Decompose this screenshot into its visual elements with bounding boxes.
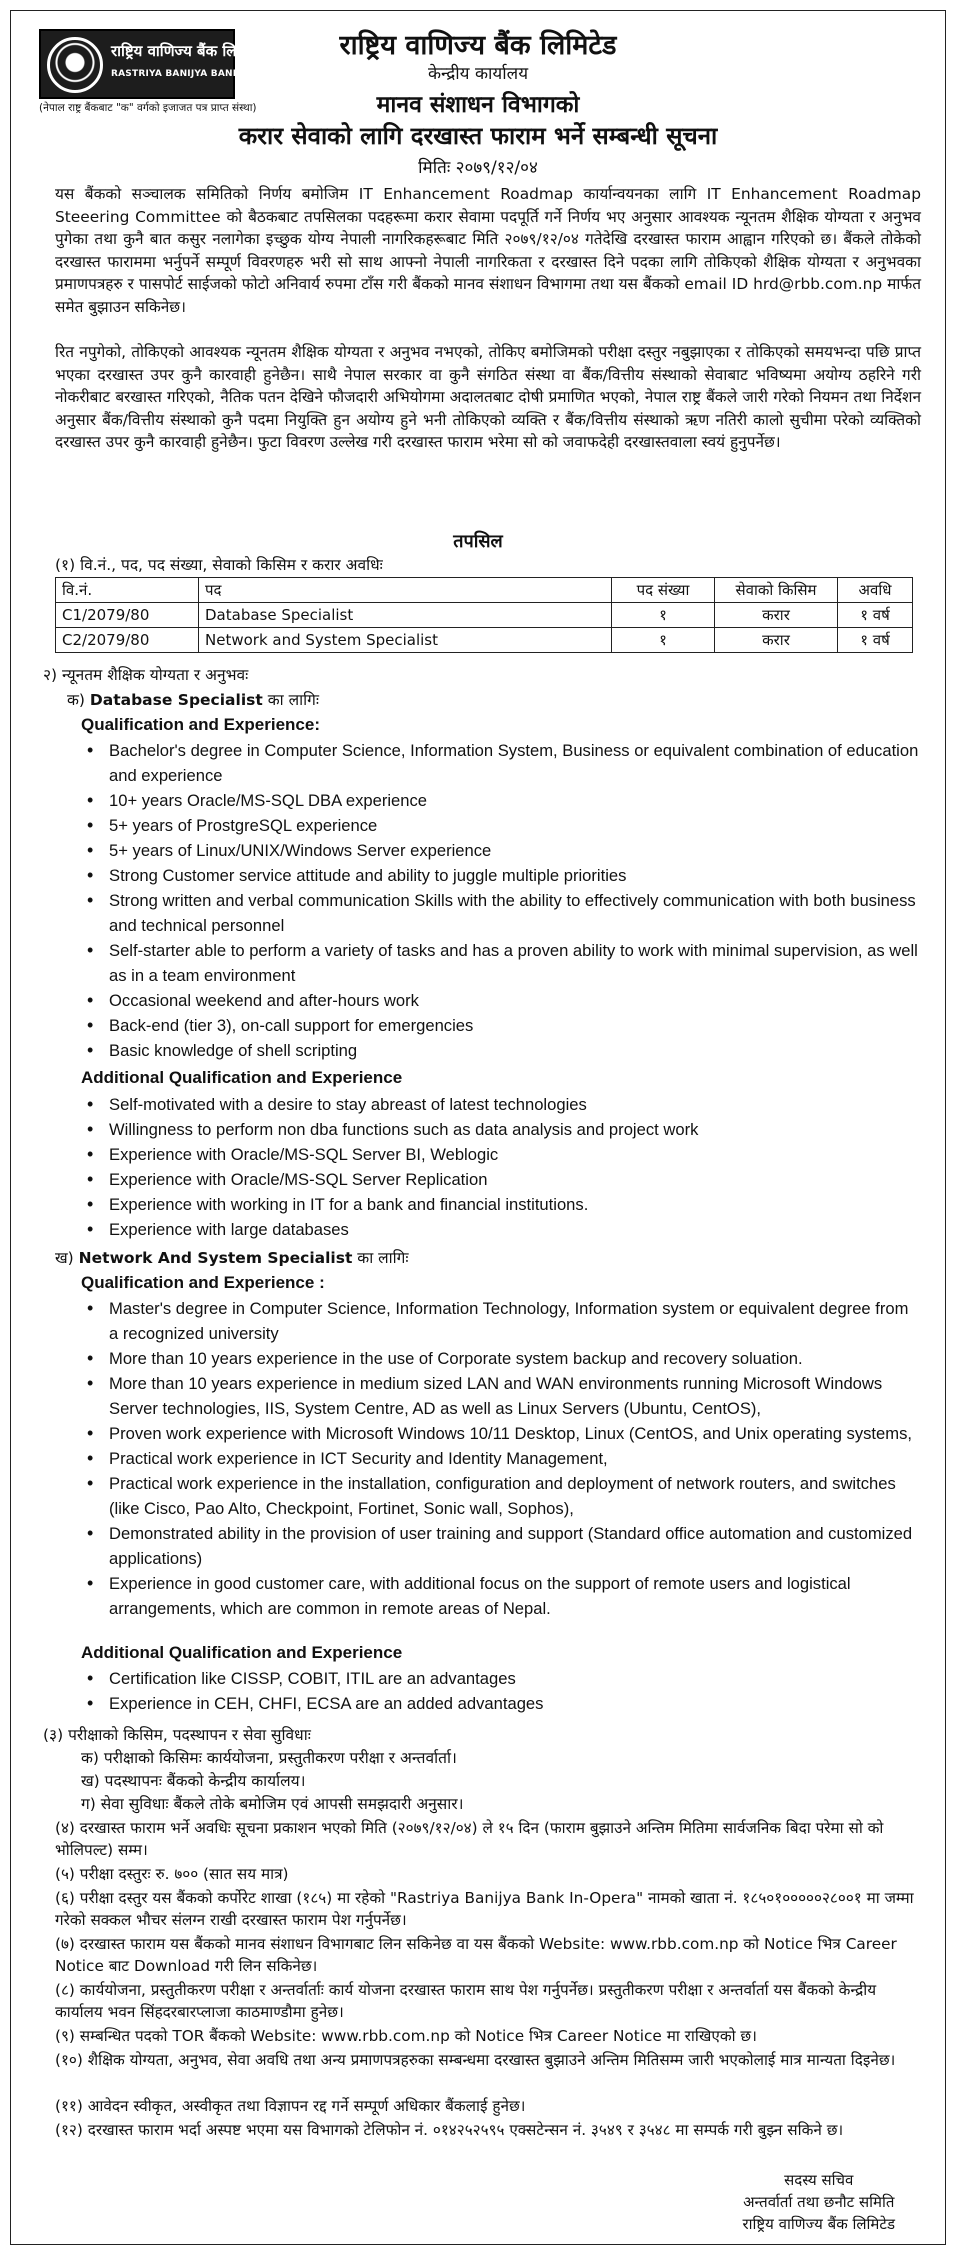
- list-item: • Strong written and verbal communication Skills with the ability to effectively communication with both business and technical personnel: [81, 888, 921, 938]
- db-subheading: [67, 688, 319, 710]
- logo-subtitle: (नेपाल राष्ट्र बैंकबाट "क" वर्गको इजाजत पत्र प्राप्त संस्था): [39, 102, 257, 114]
- db-sub-label: क): [67, 691, 85, 709]
- table-row: [56, 603, 913, 628]
- point-6: (६) परीक्षा दस्तुर यस बैंकको कर्पोरेट शाखा (१८५) मा रहेको "Rastriya Banijya Bank In-Opera" नामको खाता नं. १८५०१०००००२८००१ मा जम्मा गरेको सक्कल भौचर संलग्न राखी दरखास्त फाराम पेश गर्नुपर्नेछ।: [55, 1889, 914, 1929]
- table-cell: Network and System Specialist: [199, 628, 612, 653]
- signature-block: [743, 2169, 896, 2235]
- bank-name: राष्ट्रिय वाणिज्य बैंक लिमिटेड: [339, 30, 617, 61]
- list-item: • Experience with Oracle/MS-SQL Server BI, Weblogic: [81, 1142, 921, 1167]
- list-item: • 5+ years of ProstgreSQL experience: [81, 813, 921, 838]
- signature-title: सदस्य सचिव: [784, 2171, 854, 2189]
- list-item: • Experience in good customer care, with additional focus on the support of remote users and logistical arrangements, which are common in remote areas of Nepal.: [81, 1571, 921, 1621]
- section1-heading: (१) वि.नं., पद, पद संख्या, सेवाको किसिम र करार अवधिः: [55, 556, 383, 574]
- point-5: (५) परीक्षा दस्तुरः रु. ७०० (सात सय मात्र): [55, 1865, 289, 1883]
- list-item: • Strong Customer service attitude and ability to juggle multiple priorities: [81, 863, 921, 888]
- net-qual-list: [81, 1296, 921, 1621]
- net-qual-heading: Qualification and Experience :: [81, 1273, 325, 1292]
- db-sub-title: Database Specialist: [89, 691, 263, 709]
- table-cell: १: [612, 628, 715, 653]
- notice-title: करार सेवाको लागि दरखास्त फाराम भर्ने सम्बन्धी सूचना: [238, 122, 718, 150]
- section3-b: ख) पदस्थापनः बैंकको केन्द्रीय कार्यालय।: [81, 1772, 306, 1790]
- net-sub-suffix: का लागिः: [357, 1249, 409, 1267]
- list-item: • Experience with working in IT for a bank and financial institutions.: [81, 1192, 921, 1217]
- point-9: (९) सम्बन्धित पदको TOR बैंकको Website: www.rbb.com.np को Notice भित्र Career Notice मा राखिएको छ।: [55, 2027, 757, 2045]
- logo-name-english: RASTRIYA BANIJYA BANK LTD.: [111, 69, 266, 79]
- section3-a: क) परीक्षाको किसिमः कार्ययोजना, प्रस्तुतीकरण परीक्षा र अन्तर्वार्ता।: [81, 1749, 457, 1767]
- warning-paragraph: रित नपुगेको, तोकिएको आवश्यक न्यूनतम शैक्षिक योग्यता र अनुभव नभएको, तोकिए बमोजिमको परीक्षा दस्तुर नबुझाएका र तोकिएको समयभन्दा पछि प्राप्त भएका दरखास्त उपर कुनै कारवाही हुनेछैन। साथै नेपाल सरकार वा कुनै संगठित संस्था वा बैंक/वित्तीय संस्थाको सेवाबाट भविष्यमा अयोग्य ठहरिने गरी नोकरीबाट बरखास्त गरिएको, नैतिक पतन देखिने फौजदारी अभियोगमा अदालतबाट दोषी प्रमाणित भएको, नेपाल राष्ट्र बैंकले जारी गरेको नियमन तथा निर्देशन अनुसार बैंक/वित्तीय संस्थाको कुनै पदमा नियुक्ति हुन अयोग्य हुने भनी तोकिएको व्यक्ति र बैंक/वित्तीय संस्थाको ऋण नतिरी कालो सुचीमा परेको व्यक्तिको दरखास्त उपर कुनै कारवाही हुनेछैन। फुटा विवरण उल्लेख गरी दरखास्त फाराम भरेमा सो को जवाफदेही दरखास्तवाला स्वयं हुनुपर्नेछ।: [55, 343, 921, 451]
- net-sub-label: ख): [55, 1249, 74, 1267]
- table-cell: करार: [715, 628, 838, 653]
- column-header: सेवाको किसिम: [715, 578, 838, 603]
- section3-heading: (३) परीक्षाको किसिम, पदस्थापन र सेवा सुविधाः: [43, 1726, 311, 1744]
- list-item: • Certification like CISSP, COBIT, ITIL are an advantages: [81, 1666, 921, 1691]
- db-qual-list: [81, 738, 921, 1063]
- list-item: • Occasional weekend and after-hours work: [81, 988, 921, 1013]
- db-qual-heading: Qualification and Experience:: [81, 715, 321, 734]
- signature-committee: अन्तर्वार्ता तथा छनौट समिति: [743, 2193, 895, 2211]
- list-item: • Self-starter able to perform a variety of tasks and has a proven ability to work with minimal supervision, as well as in a team environment: [81, 938, 921, 988]
- list-item: • Self-motivated with a desire to stay abreast of latest technologies: [81, 1092, 921, 1117]
- table-cell: C1/2079/80: [56, 603, 199, 628]
- table-cell: १ वर्ष: [838, 628, 913, 653]
- table-cell: १: [612, 603, 715, 628]
- table-row: [56, 628, 913, 653]
- list-item: • 10+ years Oracle/MS-SQL DBA experience: [81, 788, 921, 813]
- table-cell: Database Specialist: [199, 603, 612, 628]
- db-sub-suffix: का लागिः: [267, 691, 319, 709]
- list-item: • Demonstrated ability in the provision of user training and support (Standard office automation and customized applications): [81, 1521, 921, 1571]
- column-header: पद संख्या: [612, 578, 715, 603]
- notice-page: [10, 10, 946, 2245]
- section3-c: ग) सेवा सुविधाः बैंकले तोके बमोजिम एवं आपसी समझदारी अनुसार।: [81, 1795, 464, 1813]
- table-cell: करार: [715, 603, 838, 628]
- list-item: • Willingness to perform non dba functions such as data analysis and project work: [81, 1117, 921, 1142]
- column-header: अवधि: [838, 578, 913, 603]
- list-item: • Basic knowledge of shell scripting: [81, 1038, 921, 1063]
- net-sub-title: Network And System Specialist: [78, 1249, 353, 1267]
- column-header: पद: [199, 578, 612, 603]
- list-item: • Back-end (tier 3), on-call support for emergencies: [81, 1013, 921, 1038]
- point-8: (८) कार्ययोजना, प्रस्तुतीकरण परीक्षा र अन्तर्वार्ताः कार्य योजना दरखास्त फाराम साथ पेश गर्नुपर्नेछ। प्रस्तुतीकरण परीक्षा र अन्तर्वार्ता यस बैंकको केन्द्रीय कार्यालय भवन सिंहदरबारप्लाजा काठमाण्डौमा हुनेछ।: [55, 1981, 877, 2021]
- logo-name-nepali: राष्ट्रिय वाणिज्य बैंक लि.: [111, 42, 243, 60]
- db-add-heading: Additional Qualification and Experience: [81, 1068, 403, 1087]
- posts-table: [55, 577, 913, 653]
- net-add-heading: Additional Qualification and Experience: [81, 1643, 403, 1662]
- list-item: • More than 10 years experience in medium sized LAN and WAN environments running Microsoft Windows Server technologies, IIS, System Centre, AD as well as Linux Servers (Ubuntu, CentOS),: [81, 1371, 921, 1421]
- list-item: • Proven work experience with Microsoft Windows 10/11 Desktop, Linux (CentOS, and Unix operating systems,: [81, 1421, 921, 1446]
- db-add-list: [81, 1092, 921, 1242]
- list-item: • Experience with Oracle/MS-SQL Server Replication: [81, 1167, 921, 1192]
- column-header: वि.नं.: [56, 578, 199, 603]
- point-11: (११) आवेदन स्वीकृत, अस्वीकृत तथा विज्ञापन रद्द गर्ने सम्पूर्ण अधिकार बैंकलाई हुनेछ।: [55, 2097, 526, 2115]
- net-add-list: [81, 1666, 921, 1716]
- table-header-row: [56, 578, 913, 603]
- point-10: (१०) शैक्षिक योग्यता, अनुभव, सेवा अवधि तथा अन्य प्रमाणपत्रहरुका सम्बन्धमा दरखास्त बुझाउने अन्तिम मितिसम्म जारी भएकोलाई मात्र मान्यता दिइनेछ।: [55, 2051, 896, 2069]
- point-7: (७) दरखास्त फाराम यस बैंकको मानव संशाधन विभागबाट लिन सकिनेछ वा यस बैंकको Website: www.rbb.com.np को Notice भित्र Career Notice बाट Download गरी लिन सकिनेछ।: [55, 1935, 897, 1975]
- table-cell: १ वर्ष: [838, 603, 913, 628]
- list-item: • 5+ years of Linux/UNIX/Windows Server experience: [81, 838, 921, 863]
- point-4: (४) दरखास्त फाराम भर्ने अवधिः सूचना प्रकाशन भएको मिति (२०७९/१२/०४) ले १५ दिन (फाराम बुझाउने अन्तिम मितिमा सार्वजनिक बिदा परेमा सो को भोलिपल्ट) सम्म।: [55, 1819, 884, 1859]
- signature-bank: राष्ट्रिय वाणिज्य बैंक लिमिटेड: [742, 2215, 895, 2233]
- office-name: केन्द्रीय कार्यालय: [427, 64, 529, 84]
- net-subheading: [55, 1246, 409, 1268]
- section2-heading: २) न्यूनतम शैक्षिक योग्यता र अनुभवः: [43, 666, 249, 684]
- list-item: • Bachelor's degree in Computer Science, Information System, Business or equivalent combination of education and experience: [81, 738, 921, 788]
- table-cell: C2/2079/80: [56, 628, 199, 653]
- tapsil-heading: तपसिल: [453, 531, 503, 552]
- list-item: • Practical work experience in the installation, configuration and deployment of network routers, and switches (like Cisco, Pao Alto, Checkpoint, Fortinet, Sonic wall, Sophos),: [81, 1471, 921, 1521]
- list-item: • Experience in CEH, CHFI, ECSA are an added advantages: [81, 1691, 921, 1716]
- point-12: (१२) दरखास्त फाराम भर्दा अस्पष्ट भएमा यस विभागको टेलिफोन नं. ०१४२५२५९५ एक्सटेन्सन नं. ३५४९ र ३५४८ मा सम्पर्क गरी बुझ्न सकिने छ।: [55, 2121, 844, 2139]
- notice-date: मितिः २०७९/१२/०४: [418, 158, 538, 178]
- list-item: • Master's degree in Computer Science, Information Technology, Information system or equivalent degree from a recognized university: [81, 1296, 921, 1346]
- list-item: • More than 10 years experience in the use of Corporate system backup and recovery soluation.: [81, 1346, 921, 1371]
- list-item: • Experience with large databases: [81, 1217, 921, 1242]
- intro-paragraph: यस बैंकको सञ्चालक समितिको निर्णय बमोजिम IT Enhancement Roadmap कार्यान्वयनका लागि IT Enhancement Roadmap Steeering Committee को बैठकबाट तपसिलका पदहरूमा करार सेवामा पदपूर्ति गर्ने निर्णय भए अनुसार आवश्यक न्यूनतम शैक्षिक योग्यता र अनुभव पुगेका तथा कुनै बात कसुर नलागेका इच्छुक योग्य नेपाली नागरिकहरूबाट मिति २०७९/१२/०४ गतेदेखि दरखास्त फाराम आह्वान गरिएको छ। बैंकले तोकेको दरखास्त फाराममा भर्नुपर्ने सम्पूर्ण विवरणहरु भरी सो साथ आफ्नो नेपाली नागरिकता र दरखास्त दिने पदका लागि तोकिएको शैक्षिक योग्यता र अनुभवका प्रमाणपत्रहरु र पासपोर्ट साईजको फोटो अनिवार्य रुपमा टाँस गरी बैंकको मानव संशाधन विभागमा तथा यस बैंकको email ID hrd@rbb.com.np मार्फत समेत बुझाउन सकिनेछ।: [55, 185, 921, 316]
- list-item: • Practical work experience in ICT Security and Identity Management,: [81, 1446, 921, 1471]
- department-name: मानव संशाधन विभागको: [376, 92, 580, 118]
